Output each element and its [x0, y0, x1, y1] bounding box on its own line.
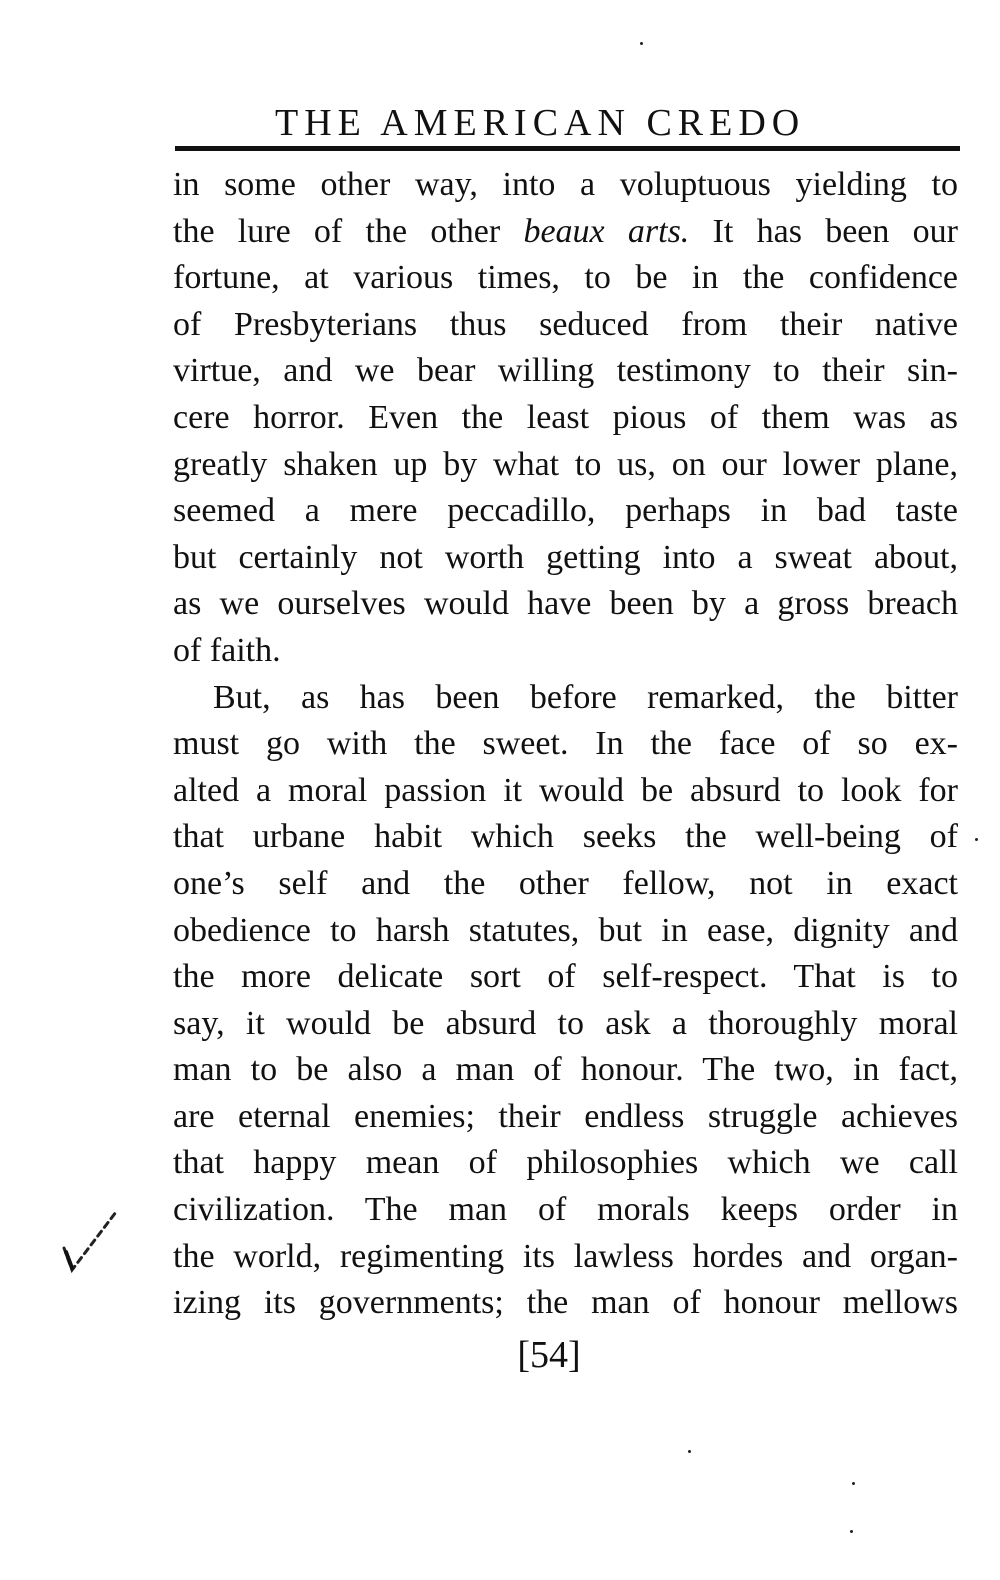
scan-speck: [975, 838, 978, 841]
italic-phrase: beaux arts.: [523, 212, 690, 250]
text-line: virtue, and we bear willing testimony to their sin-: [173, 352, 958, 390]
text-line: are eternal enemies; their endless struggle achieves: [173, 1097, 958, 1135]
scan-speck: [688, 1450, 691, 1453]
text-line: cere horror. Even the least pious of them was as: [173, 398, 958, 436]
paragraph-last-line: of faith.: [173, 631, 281, 669]
text-line: izing its governments; the man of honour mellows: [173, 1284, 958, 1322]
text-line: civilization. The man of morals keeps order in: [173, 1191, 958, 1229]
text-line: must go with the sweet. In the face of so ex-: [173, 725, 958, 763]
scan-speck: [852, 1482, 855, 1485]
running-head-rule: [175, 146, 960, 151]
text-line: that happy mean of philosophies which we call: [173, 1144, 958, 1182]
running-head: [175, 100, 960, 148]
text-line: greatly shaken up by what to us, on our lower plane,: [173, 445, 958, 483]
text-line: the more delicate sort of self-respect. That is to: [173, 958, 958, 996]
margin-checkmark-icon: [60, 1200, 130, 1280]
text-line: man to be also a man of honour. The two, in fact,: [173, 1051, 958, 1089]
text-line: say, it would be absurd to ask a thoroughly moral: [173, 1004, 958, 1042]
text-line: as we ourselves would have been by a gross breach: [173, 585, 958, 623]
text-line: in some other way, into a voluptuous yielding to: [173, 166, 958, 203]
paragraph-first-line: But, as has been before remarked, the bitter: [213, 678, 958, 716]
scan-speck: [850, 1530, 853, 1533]
text-line: but certainly not worth getting into a sweat about,: [173, 538, 958, 576]
text-segment: the lure of the other: [173, 212, 524, 250]
scan-speck: [640, 42, 643, 45]
body-text: [173, 162, 958, 1327]
text-line: one’s self and the other fellow, not in exact: [173, 864, 958, 902]
text-line: fortune, at various times, to be in the confidence: [173, 259, 958, 297]
text-segment: It has been our: [689, 212, 958, 250]
text-line: obedience to harsh statutes, but in ease, dignity and: [173, 911, 958, 949]
text-line: seemed a mere peccadillo, perhaps in bad taste: [173, 492, 958, 530]
text-line: that urbane habit which seeks the well-being of: [173, 818, 958, 856]
text-line: alted a moral passion it would be absurd to look for: [173, 771, 958, 809]
running-head-title: THE AMERICAN CREDO: [275, 102, 806, 144]
text-line: [173, 209, 958, 256]
text-line: the world, regimenting its lawless hordes and organ-: [173, 1237, 958, 1275]
page-number: [54]: [517, 1334, 581, 1376]
text-line: of Presbyterians thus seduced from their native: [173, 305, 958, 343]
